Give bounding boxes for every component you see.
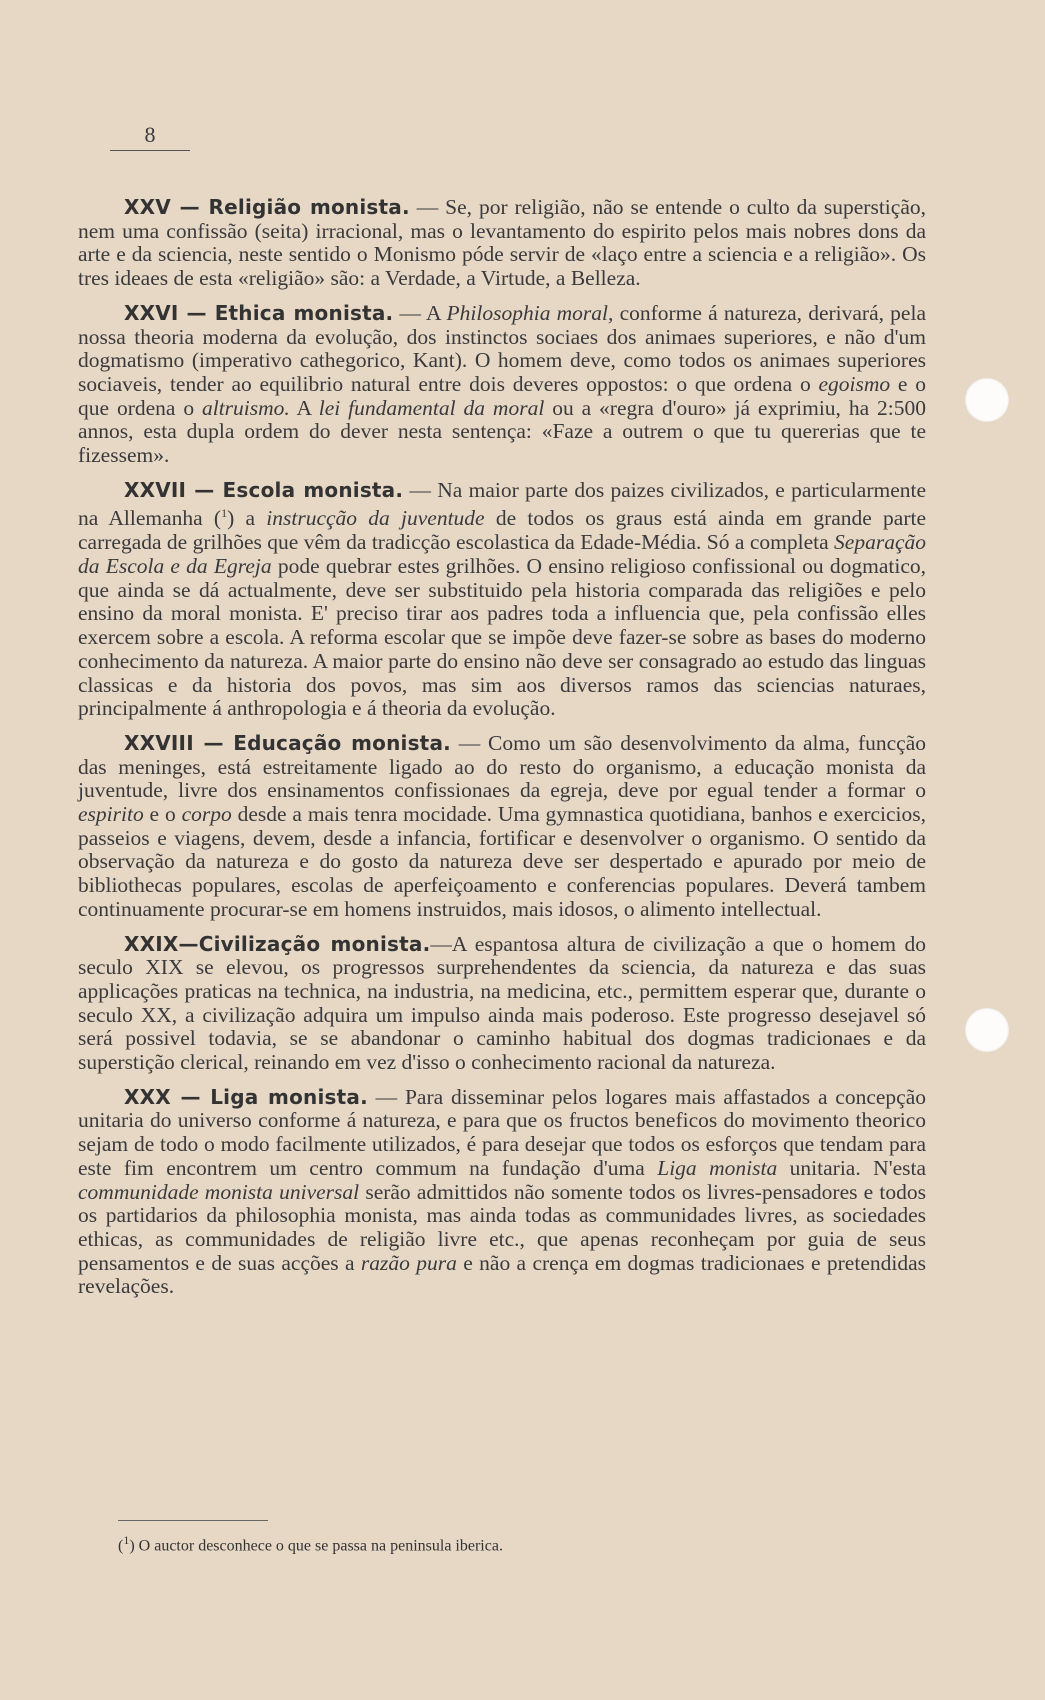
page-number: 8 [110,122,190,151]
body-text: e o [143,802,182,827]
section-heading: XXVII — Escola monista. [124,477,404,502]
body-text: desde a mais tenra mocidade. Uma gymnastica quotidiana, banhos e exercicios, passeios e viagens, devem, desde a infancia, fortificar e desenvolver o organismo. O sentido da observação da natureza e do gosto da natureza deve ser despertado e apurado por meio de bibliothecas populares, escolas de aperfeiçoamento e conferencias populares. Deverá tambem continuamente procurar-se em homens instruidos, mais idosos, o alimento intellectual. [78,802,926,921]
body-text: unitaria. N'esta [777,1155,926,1180]
emphasis-text: espirito [78,802,144,827]
emphasis-text: Philosophia moral, [446,300,614,325]
footnote-marker: 1 [123,1533,130,1547]
body-text: pode quebrar estes grilhões. O ensino religioso confissional ou dogmatico, que ainda se dá actualmente, deve ser substituido pela historia comparada das religiões e pelo ensino da moral monista. E' preciso tirar aos padres toda a influencia que, pela confissão elles exercem sobre a escola. A reforma escolar que se impõe deve fazer-se sobre as bases do moderno conhecimento da natureza. A maior parte do ensino não deve ser consagrado ao estudo das linguas classicas e da historia dos povos, mas sim aos diversos ramos das sciencias naturaes, principalmente á anthropologia e á theoria da evolução. [78,554,926,721]
emphasis-text: razão pura [360,1250,457,1275]
emphasis-text: lei fundamental da moral [318,395,545,420]
section-paragraph [78,479,926,721]
body-text: serão admittidos não somente todos os livres-pensadores e todos os partidarios da philosophia monista, mas ainda todas as communidades livres, as sociedades ethicas, as communidades de religião livre etc., que apenas reconheçam por guia de seus pensamentos e de suas acções a [78,1179,927,1275]
emphasis-text: Liga monista [657,1155,778,1180]
section-heading: XXVI — Ethica monista. [124,300,394,325]
section-heading: XXV — Religião monista. [124,195,410,219]
document-body [78,196,926,1310]
emphasis-text: Separação da Escola e da Egreja [78,530,926,578]
body-text: — Na maior parte dos paizes civilizados, e particularmente na Allemanha ( [78,477,927,531]
footnote-reference: 1 [221,506,228,521]
body-text: — Como um são desenvolvimento da alma, funcção das meninges, está estreitamente ligado ao do resto do organismo, a educação monista da juventude, livre dos ensinamentos confissionaes da egreja, deve por egual tender a formar o [78,730,926,803]
footnote-text: O auctor desconhece o que se passa na peninsula iberica. [134,1537,503,1555]
body-text: —A espantosa altura de civilização a que o homem do seculo XIX se elevou, os progressos surprehendentes da sciencia, da natureza e das suas applicações praticas na technica, na industria, na medicina, etc., permittem esperar que, durante o seculo XX, a civilização adquira um impulso ainda mais poderoso. Este progresso desejavel só será possivel todavia, se se abandonar o caminho habitual dos dogmas tradicionaes e da superstição clerical, reinando em vez d'isso o conhecimento racional da natureza. [78,931,926,1075]
section-paragraph [78,933,926,1075]
section-paragraph [78,196,926,291]
emphasis-text: altruismo. [201,395,290,420]
footnote-divider [118,1520,268,1521]
section-paragraph [78,302,926,468]
footnote: ($^1$) O auctor desconhece o que se passa na peninsula iberica. [118,1533,503,1555]
emphasis-text: communidade monista universal [78,1179,360,1204]
body-text: — A [393,300,447,325]
body-text: conforme á natureza, derivará, pela nossa theoria moderna da evolução, dos instinctos sociaes dos animaes superiores, e não d'um dogmatismo (imperativo cathegorico, Kant). O homem deve, como todos os animaes superiores sociaveis, tender ao equilibrio natural entre dois deveres oppostos: o que ordena o [78,300,926,396]
body-text: A [289,395,319,420]
body-text: de todos os graus está ainda em grande parte carregada de grilhões que vêm da tradicção escolastica da Edade-Média. Só a completa [78,506,927,555]
body-text: — Para disseminar pelos logares mais affastados a concepção unitaria do universo conforme á natureza, e para que os fructos beneficos do movimento theorico sejam de todo o modo facilmente utilizados, é para desejar que todos os esforços que tendam para este fim encontrem um centro commum na fundação d'uma [78,1084,927,1180]
emphasis-text: instrucção da juventude [266,506,485,531]
section-heading: XXX — Liga monista. [124,1084,368,1109]
body-text: e o que ordena o [78,371,926,420]
body-text: — Se, por religião, não se entende o culto da superstição, nem uma confissão (seita) irracional, mas o levantamento do espirito pelos mais nobres dons da arte e da sciencia, neste sentido o Monismo póde servir de «laço entre a sciencia e a religião». Os tres ideaes de esta «religião» são: a Verdade, a Virtude, a Belleza. [78,195,926,291]
binder-hole-bottom [965,1008,1009,1052]
emphasis-text: corpo [181,802,232,827]
section-heading: XXIX—Civilização monista. [124,931,431,956]
body-text: ) a [227,506,267,531]
section-heading: XXVIII — Educação monista. [124,730,451,755]
binder-hole-top [965,378,1009,422]
body-text: e não a crença em dogmas tradicionaes e pretendidas revelações. [78,1250,926,1299]
section-paragraph [78,1086,926,1299]
body-text: ou a «regra d'ouro» já exprimiu, ha 2:500 annos, esta dupla ordem do dever nesta sentença: «Faze a outrem o que tu quererias que te fizessem». [78,395,926,468]
emphasis-text: egoismo [818,371,891,396]
section-paragraph [78,732,926,922]
